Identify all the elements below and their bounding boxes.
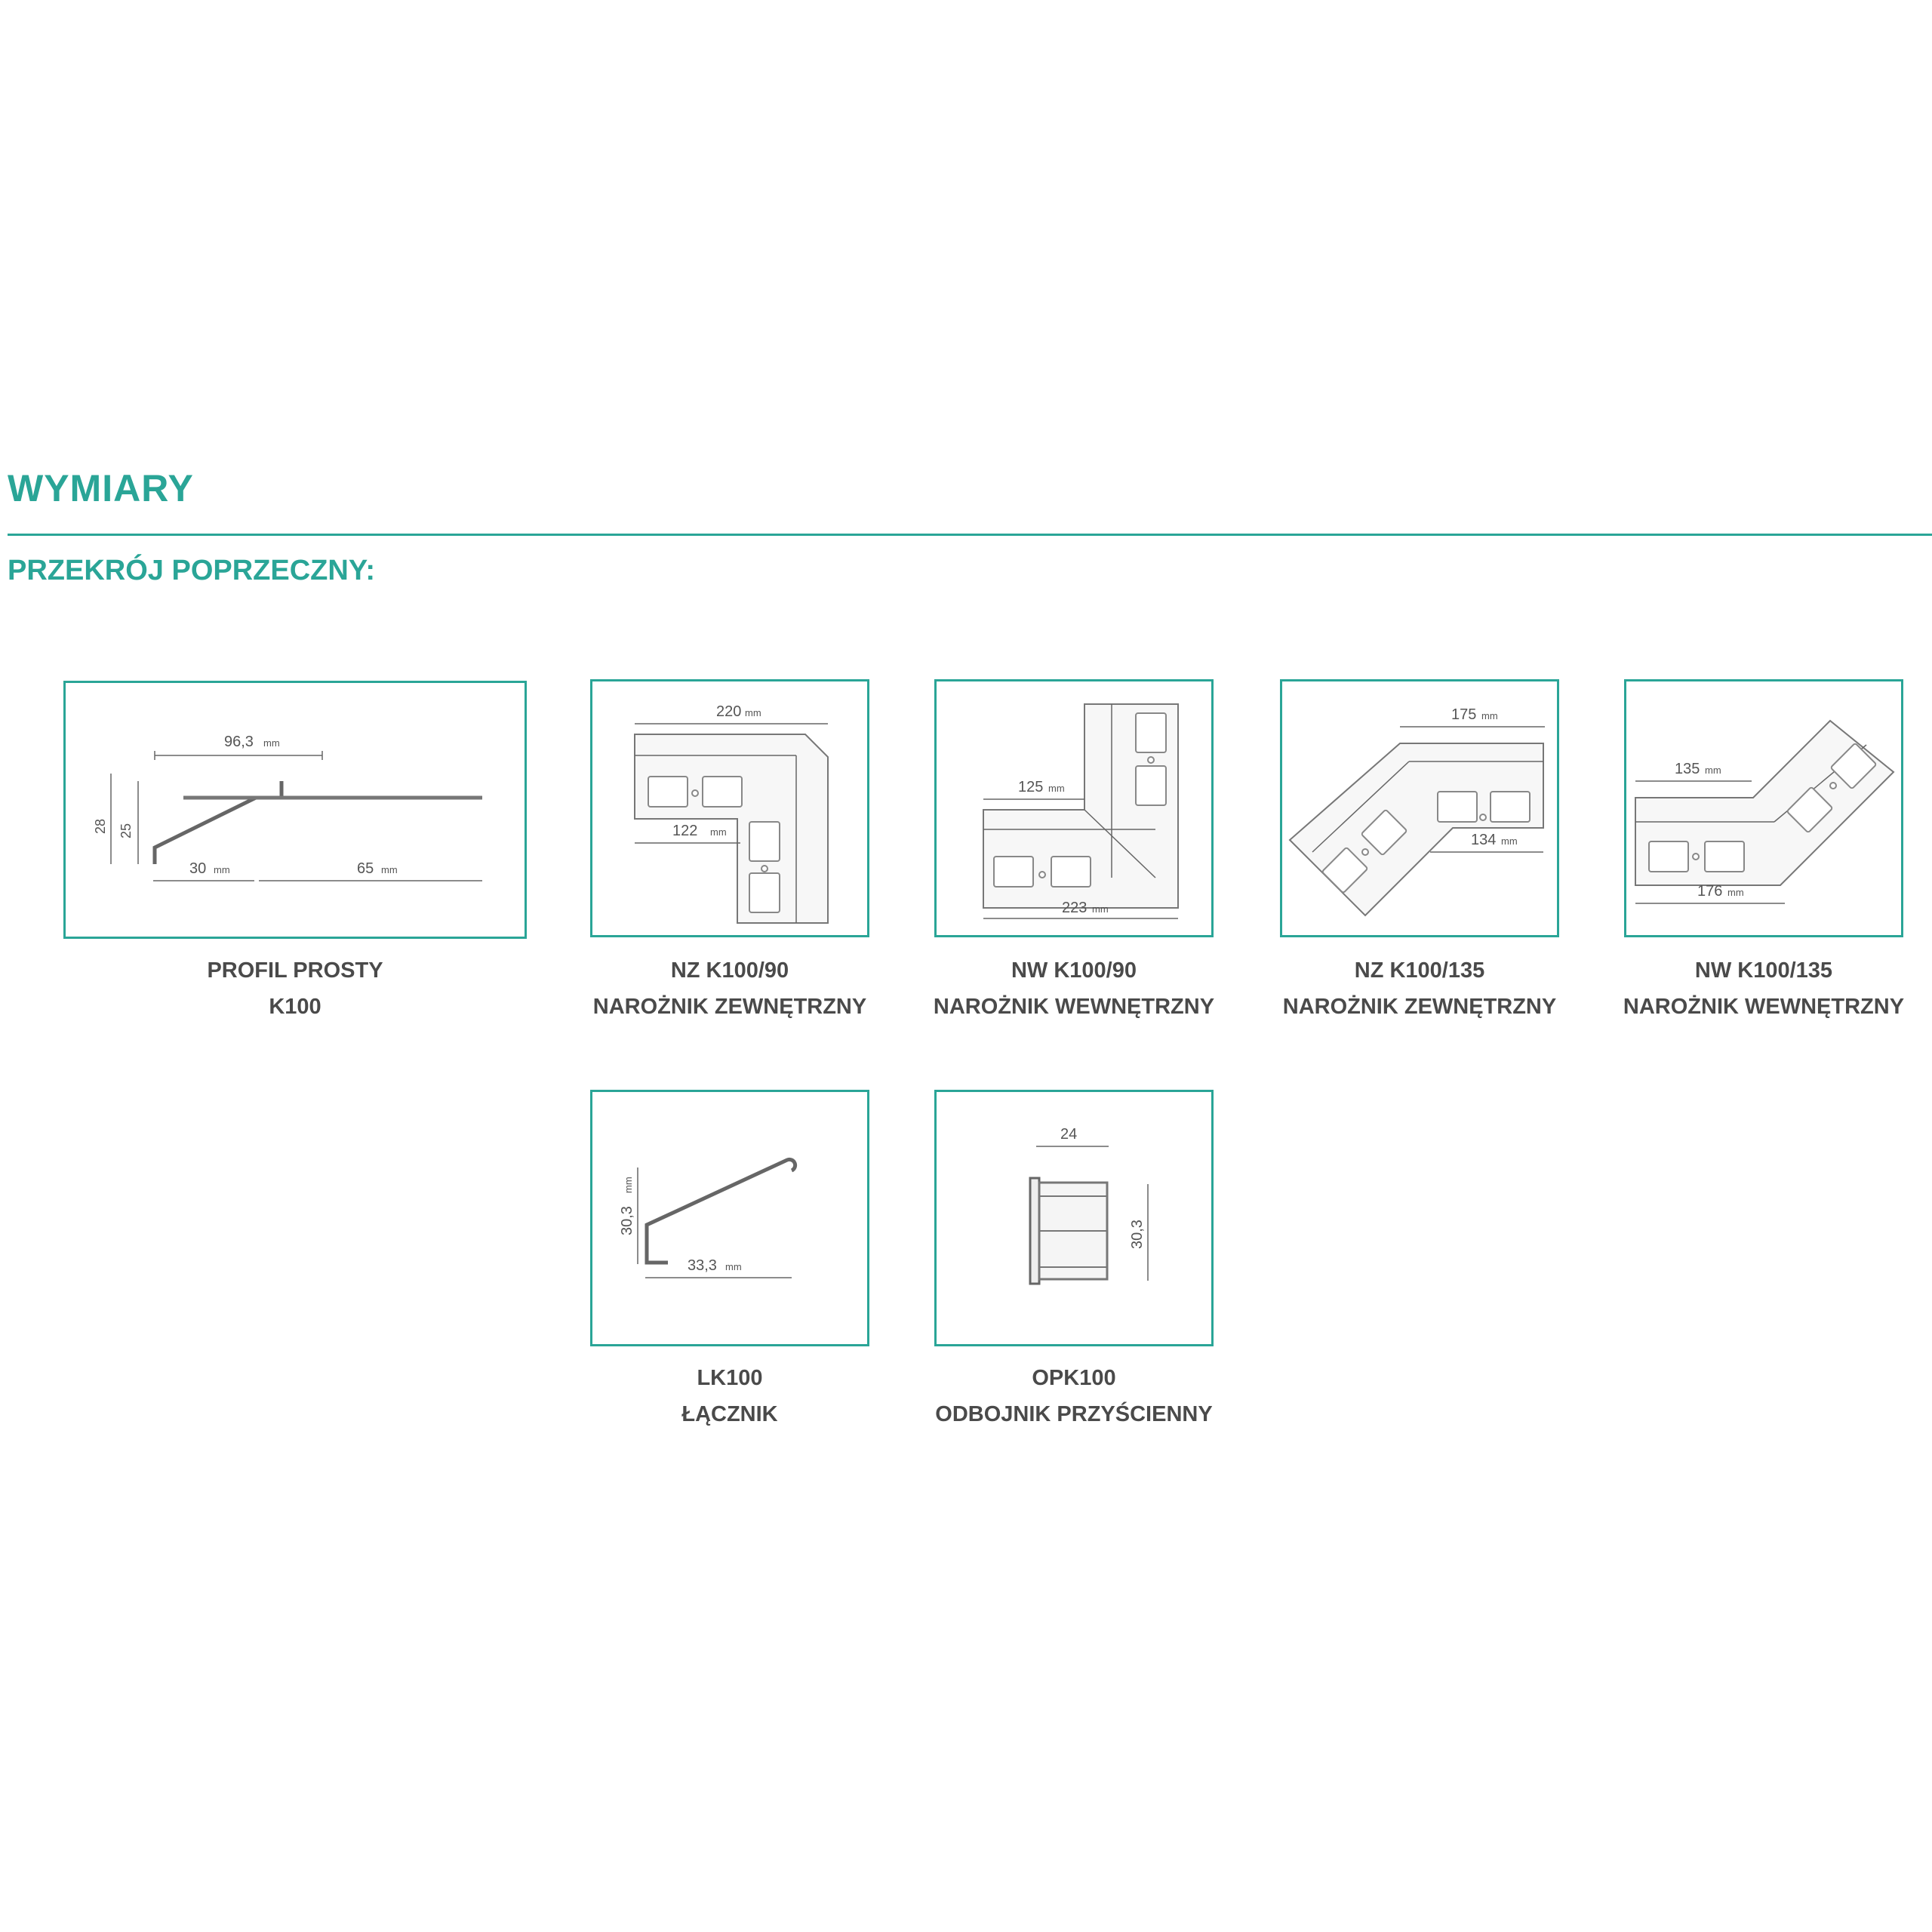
corner-drawing xyxy=(937,681,1211,935)
caption-name: NAROŻNIK ZEWNĘTRZNY xyxy=(1282,995,1557,1019)
caption-nz-k100-135 xyxy=(1250,952,1589,1025)
caption-name: ODBOJNIK PRZYŚCIENNY xyxy=(935,1402,1213,1426)
caption-lk100 xyxy=(560,1360,900,1432)
unit-label: mm xyxy=(214,864,230,875)
corner-drawing xyxy=(592,681,867,935)
diagram-panel-nz-k100-135 xyxy=(1280,679,1559,937)
dim-label: 25 xyxy=(118,823,134,838)
caption-name: NAROŻNIK ZEWNĘTRZNY xyxy=(592,995,867,1019)
dim-label: 223 xyxy=(1062,900,1088,916)
caption-name: ŁĄCZNIK xyxy=(681,1402,778,1426)
dim-label: 220 xyxy=(716,703,742,720)
caption-code: LK100 xyxy=(697,1366,763,1390)
dim-label: 33,3 xyxy=(688,1257,717,1274)
connector-drawing xyxy=(592,1092,867,1344)
caption-name: K100 xyxy=(269,995,321,1019)
dim-label: 96,3 xyxy=(224,734,254,750)
dim-label: 28 xyxy=(93,818,108,834)
unit-label: mm xyxy=(1705,764,1721,776)
unit-label: mm xyxy=(1727,887,1744,898)
title-divider xyxy=(8,534,1932,536)
caption-name: NAROŻNIK WEWNĘTRZNY xyxy=(1623,995,1905,1019)
dim-label: 125 xyxy=(1018,779,1044,795)
dim-label: 30 xyxy=(189,860,207,877)
caption-nz-k100-90 xyxy=(560,952,900,1025)
corner-drawing xyxy=(1282,681,1557,935)
caption-opk100 xyxy=(904,1360,1244,1432)
unit-label: mm xyxy=(623,1177,634,1193)
caption-profil-prosty xyxy=(63,952,527,1025)
dim-label: 135 xyxy=(1675,761,1700,777)
dim-label: 30,3 xyxy=(1129,1220,1146,1249)
dim-label: 122 xyxy=(672,823,698,839)
profile-drawing xyxy=(66,683,525,937)
dim-label: 24 xyxy=(1060,1126,1078,1143)
diagram-panel-opk100 xyxy=(934,1090,1214,1346)
dim-label: 65 xyxy=(357,860,374,877)
unit-label: mm xyxy=(1481,710,1498,721)
corner-drawing xyxy=(1626,681,1901,935)
caption-code: OPK100 xyxy=(1032,1366,1116,1390)
diagram-panel-nz-k100-90 xyxy=(590,679,869,937)
caption-code: NW K100/90 xyxy=(1011,958,1137,983)
dim-label: 30,3 xyxy=(619,1206,635,1235)
dim-label: 134 xyxy=(1471,832,1497,848)
caption-code: NW K100/135 xyxy=(1694,958,1833,983)
unit-label: mm xyxy=(725,1261,742,1272)
caption-nw-k100-135 xyxy=(1594,952,1932,1025)
caption-code: NZ K100/135 xyxy=(1354,958,1485,983)
section-subtitle: PRZEKRÓJ POPRZECZNY: xyxy=(8,555,376,586)
unit-label: mm xyxy=(1092,903,1109,915)
diagram-panel-profil-prosty xyxy=(63,681,527,939)
caption-nw-k100-90 xyxy=(904,952,1244,1025)
unit-label: mm xyxy=(381,864,398,875)
diagram-panel-nw-k100-135 xyxy=(1624,679,1903,937)
unit-label: mm xyxy=(1048,783,1065,794)
caption-code: NZ K100/90 xyxy=(670,958,789,983)
diagram-panel-nw-k100-90 xyxy=(934,679,1214,937)
diagram-panel-lk100 xyxy=(590,1090,869,1346)
unit-label: mm xyxy=(710,826,727,838)
caption-name: NAROŻNIK WEWNĘTRZNY xyxy=(933,995,1215,1019)
bumper-drawing xyxy=(937,1092,1211,1344)
dim-label: 176 xyxy=(1697,883,1723,900)
unit-label: mm xyxy=(1501,835,1518,847)
unit-label: mm xyxy=(745,707,761,718)
page-title: WYMIARY xyxy=(8,467,194,509)
dim-label: 175 xyxy=(1451,706,1477,723)
caption-code: PROFIL PROSTY xyxy=(207,958,383,983)
unit-label: mm xyxy=(263,737,280,749)
